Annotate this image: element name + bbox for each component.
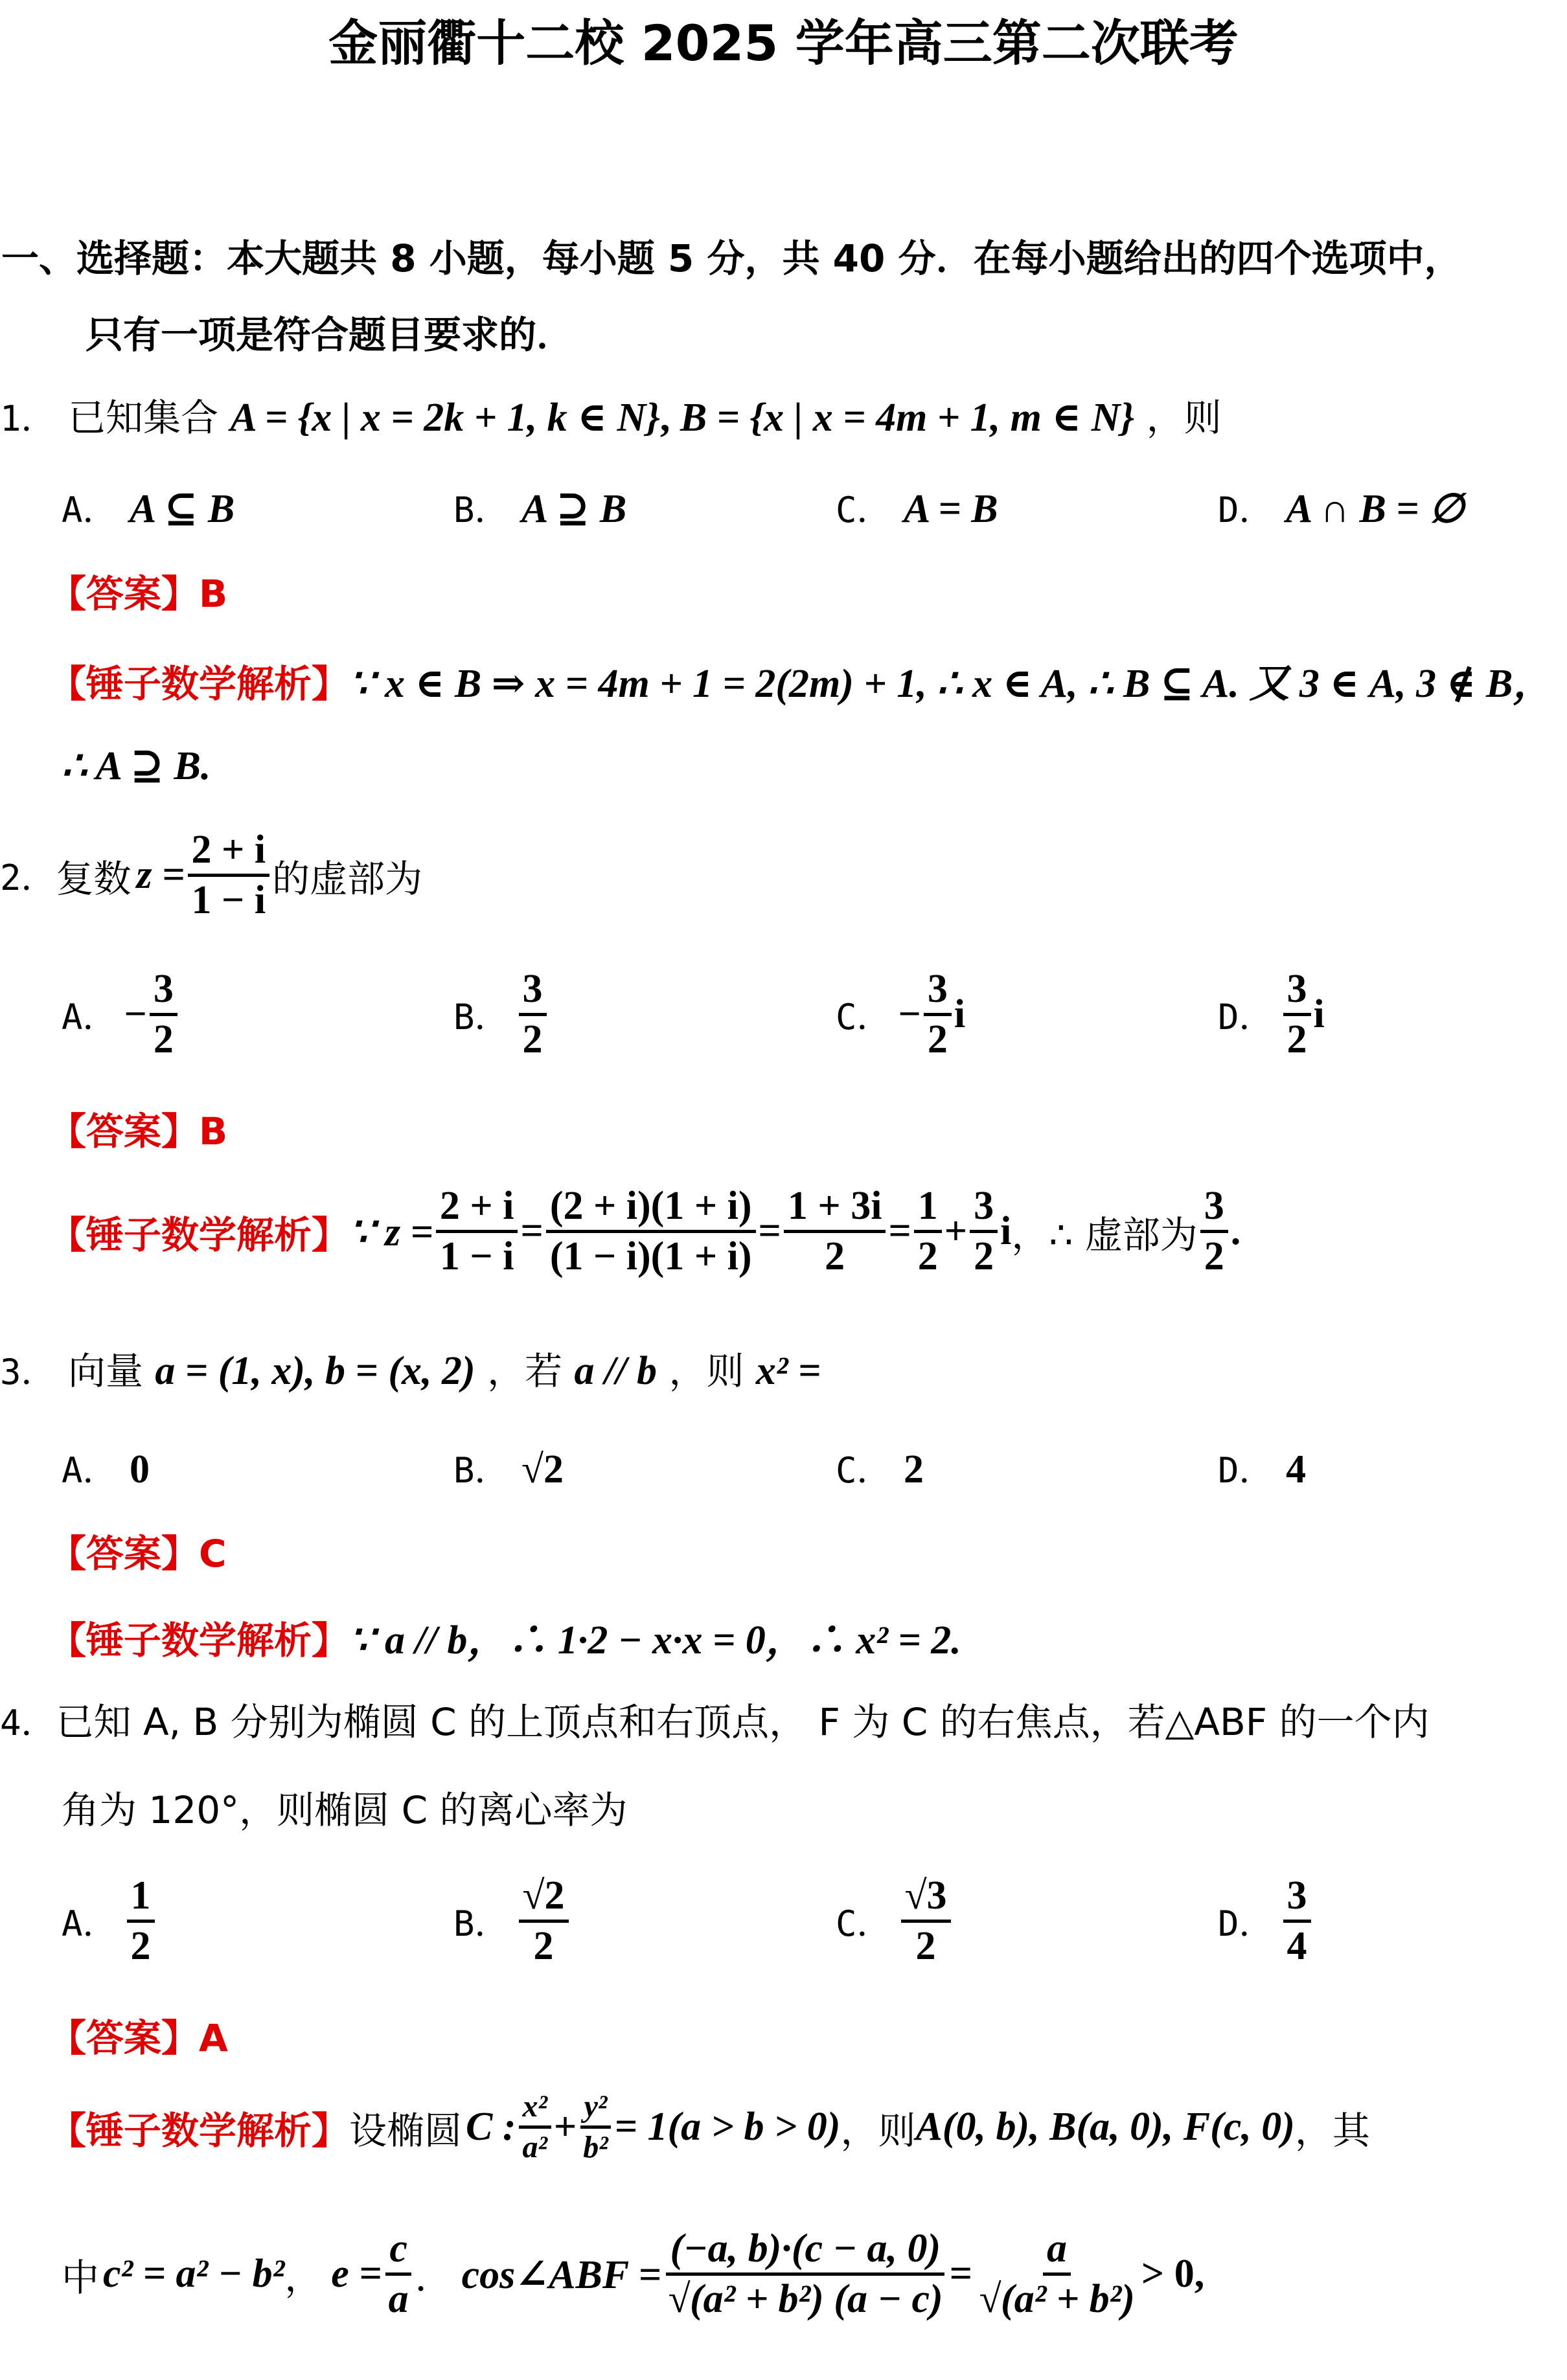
question-1-option-a: A． A ⊆ B bbox=[62, 487, 235, 531]
question-1-analysis-line2: ∴ A ⊇ B. bbox=[62, 744, 211, 788]
question-2-option-a: A． − $\frac{3}{2}$ bbox=[62, 968, 180, 1061]
page-title: 金丽衢十二校 2025 学年高三第二次联考 bbox=[328, 14, 1239, 72]
question-4-option-c: C． $\frac{√3}{2}$ bbox=[836, 1875, 954, 1967]
question-4-stem-line2: 角为 120°，则椭圆 C 的离心率为 bbox=[62, 1788, 628, 1832]
set-a: A = {x | x = 2k + 1, k ∈ N} bbox=[230, 396, 660, 440]
question-4-option-d: D． $\frac{3}{4}$ bbox=[1218, 1875, 1314, 1967]
question-1-option-c: C． A = B bbox=[836, 487, 998, 531]
question-number: 1． bbox=[0, 398, 56, 439]
question-4-option-b: B． $\frac{√2}{2}$ bbox=[453, 1875, 571, 1967]
question-2-answer: 【答案】B bbox=[49, 1109, 228, 1153]
question-3-analysis: 【锤子数学解析】∵ a // b，∴ 1·2 − x·x = 0，∴ x² = 2. bbox=[49, 1618, 961, 1662]
question-1-analysis: 【锤子数学解析】∵ x ∈ B ⇒ x = 4m + 1 = 2(2m) + 1, ∴ x ∈ A, ∴ B ⊆ A. 又 3 ∈ A, 3 ∉ B， bbox=[49, 662, 1553, 706]
question-3-option-a: A． 0 bbox=[62, 1447, 150, 1491]
question-2-analysis: 【锤子数学解析】 ∵ z = $\frac{2 + i}{1 - i}$ = $\frac{(2 + i)(1 + i)}{(1 - i)(1 + i)}$ = $\frac{1 + 3i}{2}$ = $\frac{1}{2}$ + $\frac{3}{2}$ i ，∴ 虚部为 $\frac{3}{2}$ . bbox=[49, 1184, 1241, 1279]
question-2-option-b: B． $\frac{3}{2}$ bbox=[453, 968, 549, 1061]
question-1-answer: 【答案】B bbox=[49, 572, 228, 616]
question-1-stem: 1． 已知集合 A = {x | x = 2k + 1, k ∈ N}, B = {x | x = 4m + 1, m ∈ N} ，则 bbox=[0, 396, 1222, 440]
question-3-option-c: C． 2 bbox=[836, 1447, 924, 1491]
question-2-stem: 2． 复数 z = $\frac{2 + i}{1 - i}$ 的虚部为 bbox=[0, 828, 423, 923]
section-heading-line1: 一、选择题：本大题共 8 小题，每小题 5 分，共 40 分．在每小题给出的四个选项中， bbox=[1, 236, 1462, 280]
question-3-answer: 【答案】C bbox=[49, 1532, 227, 1576]
set-b: B = {x | x = 4m + 1, m ∈ N} bbox=[680, 396, 1135, 440]
question-3-option-b: B． √2 bbox=[453, 1447, 564, 1491]
question-3-option-d: D． 4 bbox=[1218, 1447, 1306, 1491]
question-4-analysis-line2: 中 c² = a² − b² ， e = $\frac{c}{a}$ ． cos∠ABF = $\frac{(-a, b)\cdot(c - a, 0)}{\text{√(a² + b²) (a − c)}}$ = $\frac{a}{\text{√(a² + b²)}}$ > 0, bbox=[62, 2227, 1205, 2322]
question-4-answer: 【答案】A bbox=[49, 2016, 228, 2060]
question-4-stem-line1: 4．已知 A, B 分别为椭圆 C 的上顶点和右顶点， F 为 C 的右焦点，若△ABF 的一个内 bbox=[0, 1700, 1430, 1744]
question-4-option-a: A． $\frac{1}{2}$ bbox=[62, 1875, 157, 1967]
question-1-option-b: B． A ⊇ B bbox=[453, 487, 627, 531]
question-4-analysis-line1: 【锤子数学解析】 设椭圆 C : $\frac{\text{x²}}{\text{a²}}$ + $\frac{\text{y²}}{\text{b²}}$ = 1(a > b > 0) ，则 A(0, b), B(a, 0), F(c, 0) ，其 bbox=[49, 2089, 1370, 2165]
question-3-stem: 3． 向量 a = (1, x), b = (x, 2) ，若 a // b ，则 x² = bbox=[0, 1349, 821, 1393]
section-heading-line2: 只有一项是符合题目要求的． bbox=[86, 313, 575, 357]
question-1-option-d: D． A ∩ B = ∅ bbox=[1218, 487, 1465, 531]
question-2-option-d: D． $\frac{3}{2}$ i bbox=[1218, 967, 1325, 1062]
question-2-option-c: C． − $\frac{3}{2}$ i bbox=[836, 967, 966, 1062]
